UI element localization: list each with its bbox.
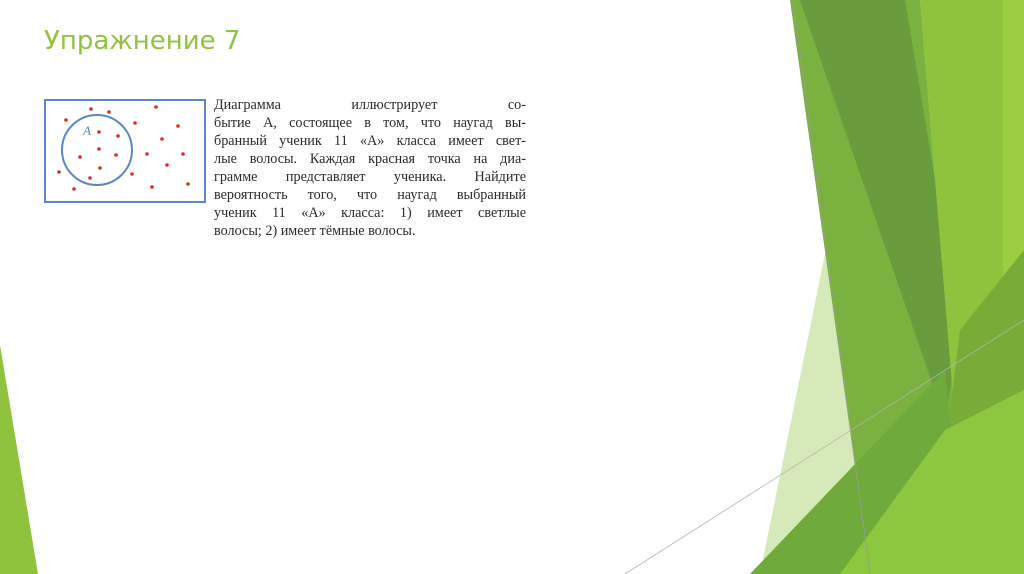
point-inside — [97, 147, 101, 151]
point-outside — [154, 105, 158, 109]
point-inside — [116, 134, 120, 138]
point-inside — [88, 176, 92, 180]
point-inside — [114, 153, 118, 157]
point-outside — [64, 118, 68, 122]
point-inside — [78, 155, 82, 159]
point-inside — [97, 130, 101, 134]
point-inside — [98, 166, 102, 170]
problem-statement — [214, 96, 526, 240]
point-outside — [145, 152, 149, 156]
point-outside — [186, 182, 190, 186]
point-outside — [130, 172, 134, 176]
set-a-label: A — [83, 123, 91, 138]
slide-title: Упражнение 7 — [44, 26, 241, 56]
problem-line: вероятность того, что наугад выбранный — [214, 187, 526, 203]
decor-left-wedge — [0, 345, 38, 574]
point-outside — [72, 187, 76, 191]
point-outside — [57, 170, 61, 174]
point-outside — [165, 163, 169, 167]
point-outside — [181, 152, 185, 156]
problem-line: Диаграмма иллюстрирует со- — [214, 97, 526, 113]
problem-line: волосы; 2) имеет тёмные волосы. — [214, 223, 416, 239]
problem-line: бытие A, состоящее в том, что наугад вы- — [214, 115, 526, 131]
point-outside — [160, 137, 164, 141]
point-outside — [176, 124, 180, 128]
problem-line: грамме представляет ученика. Найдите — [214, 169, 526, 185]
point-outside — [150, 185, 154, 189]
universe-rectangle — [45, 100, 205, 202]
point-outside — [89, 107, 93, 111]
point-outside — [107, 110, 111, 114]
problem-line: бранный ученик 11 «A» класса имеет свет- — [214, 133, 526, 149]
point-outside — [133, 121, 137, 125]
problem-line: ученик 11 «A» класса: 1) имеет светлые — [214, 205, 526, 221]
venn-diagram — [44, 99, 206, 203]
problem-line: лые волосы. Каждая красная точка на диа- — [214, 151, 526, 167]
